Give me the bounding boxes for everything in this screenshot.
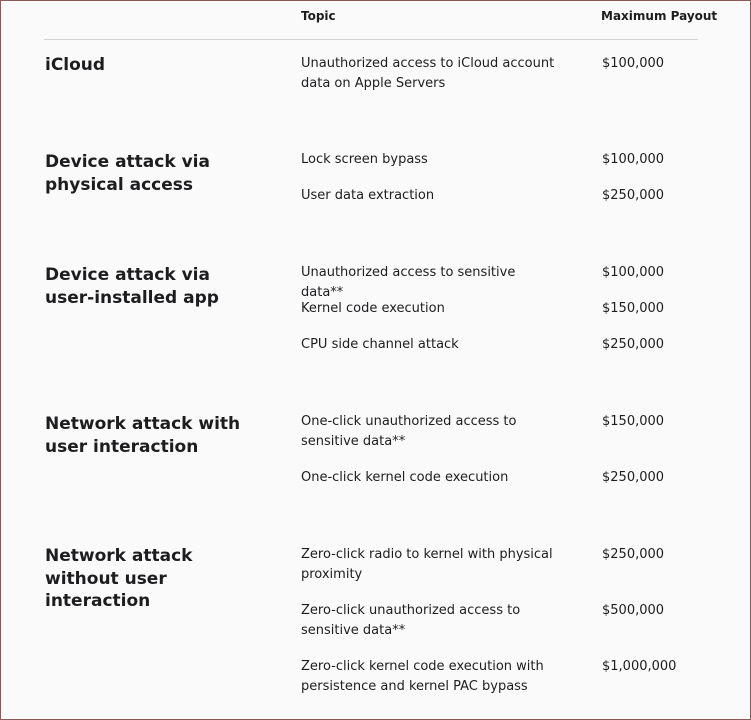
- topic-cell: User data extraction: [301, 188, 435, 203]
- category-network-with-interaction: Network attack with user interaction: [45, 414, 241, 457]
- category-network-without-interaction: Network attack without user interaction: [45, 546, 193, 611]
- category-user-installed-app: Device attack via user-installed app: [45, 265, 219, 308]
- header-divider: [44, 39, 698, 40]
- topic-cell: Zero-click unauthorized access to sensitive data**: [301, 603, 521, 638]
- topic-cell: Zero-click kernel code execution with persistence and kernel PAC bypass: [301, 659, 544, 694]
- payout-cell: $100,000: [602, 265, 665, 280]
- topic-cell: One-click kernel code execution: [301, 470, 509, 485]
- topic-cell: CPU side channel attack: [301, 337, 459, 352]
- payout-cell: $250,000: [602, 470, 665, 485]
- table-header: [1, 1, 750, 39]
- payout-cell: $250,000: [602, 547, 665, 562]
- payout-cell: $250,000: [602, 337, 665, 352]
- payout-column-header: Maximum Payout: [601, 9, 718, 23]
- topic-cell: Lock screen bypass: [301, 152, 428, 167]
- payout-cell: $150,000: [602, 301, 665, 316]
- topic-cell: Zero-click radio to kernel with physical proximity: [301, 547, 553, 582]
- payout-cell: $150,000: [602, 414, 665, 429]
- topic-cell: Unauthorized access to sensitive data**: [301, 265, 516, 300]
- category-physical-access: Device attack via physical access: [45, 152, 210, 195]
- payout-cell: $500,000: [602, 603, 665, 618]
- topic-cell: One-click unauthorized access to sensitive data**: [301, 414, 517, 449]
- topic-cell: Kernel code execution: [301, 301, 445, 316]
- payout-cell: $100,000: [602, 152, 665, 167]
- category-icloud: iCloud: [45, 55, 106, 75]
- payout-cell: $250,000: [602, 188, 665, 203]
- topic-cell: Unauthorized access to iCloud account data on Apple Servers: [301, 56, 555, 91]
- payout-cell: $100,000: [602, 56, 665, 71]
- payout-cell: $1,000,000: [602, 659, 677, 674]
- topic-column-header: Topic: [301, 9, 336, 23]
